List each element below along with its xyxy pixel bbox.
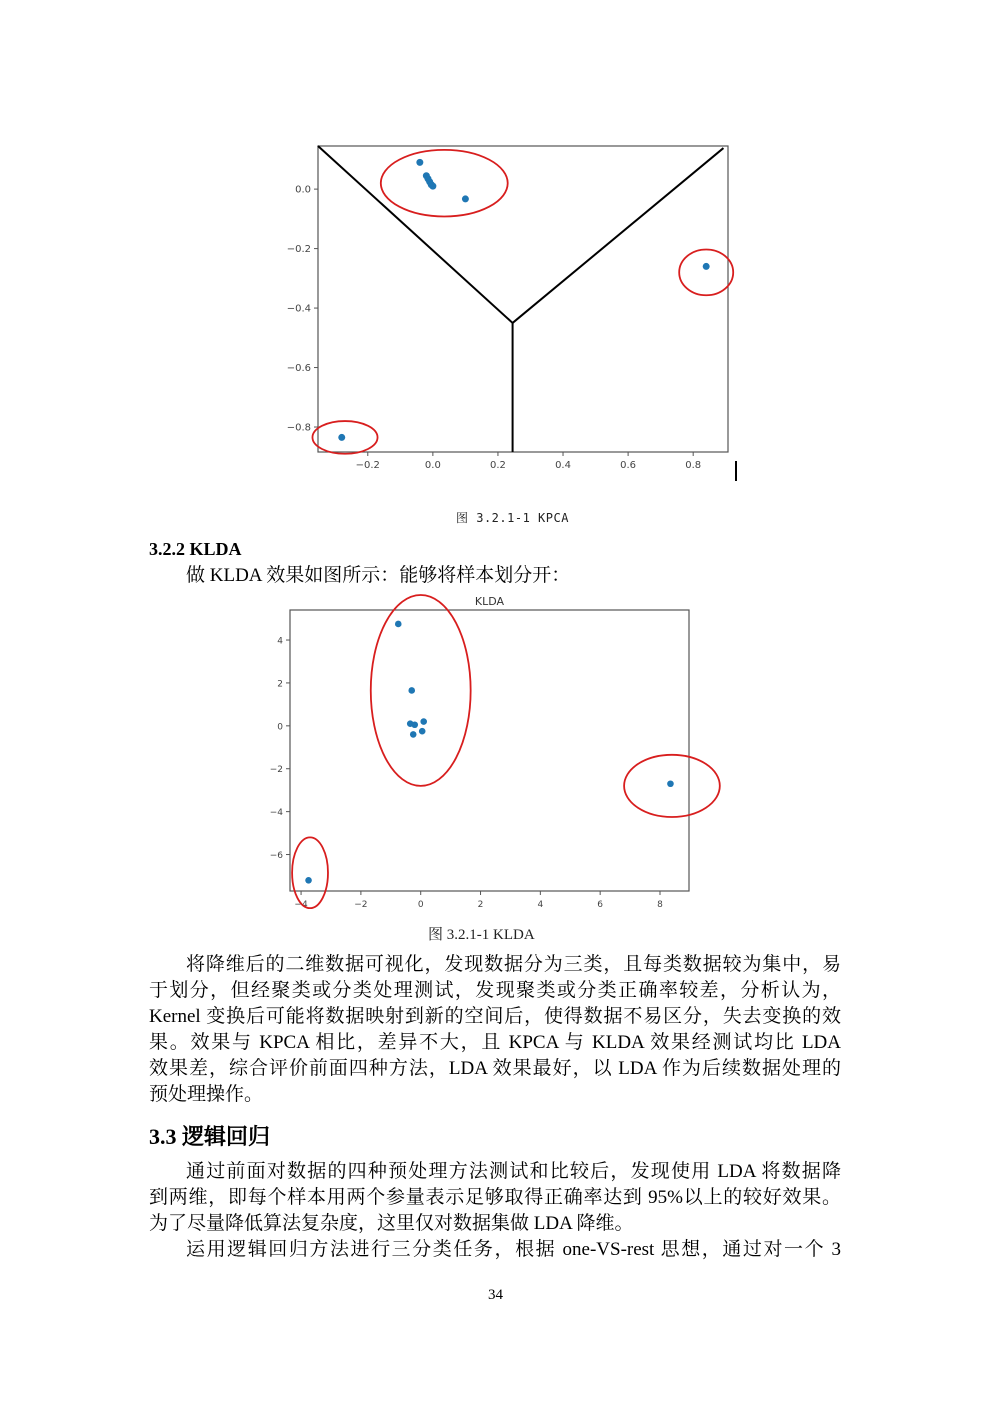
logistic-regression-paragraph-2 (149, 1237, 841, 1263)
data-point (411, 721, 418, 728)
x-tick-label: 6 (597, 900, 604, 910)
x-tick-label: 0.4 (555, 460, 571, 471)
data-point (420, 718, 427, 725)
klda-intro-text: 做 KLDA 效果如图所示：能够将样本划分开： (186, 565, 571, 586)
data-point (703, 263, 710, 270)
paragraph-line: 果。效果与 KPCA 相比，差异不大，且 KPCA 与 KLDA 效果经测试均比 LDA (149, 1032, 841, 1053)
data-point (408, 687, 415, 694)
kpca-figure-caption: 图 3.2.1-1 KPCA (456, 511, 569, 525)
cluster-highlight-ellipse (371, 595, 471, 786)
y-tick-label: −0.6 (286, 363, 311, 375)
paragraph-line: 到两维，即每个样本用两个参量表示足够取得正确率达到 95%以上的较好效果。 (149, 1187, 841, 1208)
x-tick-label: 0.8 (685, 460, 702, 471)
y-tick-label: 2 (277, 679, 283, 690)
decision-boundary-line (318, 146, 513, 323)
y-tick-label: 0 (277, 722, 283, 733)
x-tick-label: 0 (417, 900, 424, 910)
plot-frame (318, 146, 728, 452)
cluster-highlight-ellipse (381, 150, 508, 217)
x-tick-label: 4 (537, 900, 544, 910)
paragraph-line: 效果差，综合评价前面四种方法，LDA 效果最好，以 LDA 作为后续数据处理的 (149, 1058, 841, 1079)
paragraph-line: 运用逻辑回归方法进行三分类任务，根据 one-VS-rest 思想，通过对一个 3 (186, 1239, 841, 1260)
y-tick-label: 4 (277, 636, 283, 647)
page-number: 34 (488, 1287, 503, 1303)
data-point (305, 877, 312, 884)
plot-frame (290, 610, 689, 891)
x-tick-label: 0.0 (424, 460, 441, 471)
data-point (462, 195, 469, 202)
y-tick-label: −0.4 (286, 303, 311, 315)
paragraph-line: 通过前面对数据的四种预处理方法测试和比较后，发现使用 LDA 将数据降 (186, 1161, 841, 1182)
section-heading-3-2-2: 3.2.2 KLDA (149, 539, 242, 559)
y-tick-label: −6 (269, 851, 283, 862)
paragraph-line: 将降维后的二维数据可视化，发现数据分为三类，且每类数据较为集中，易 (186, 954, 841, 975)
paragraph-line: 于划分，但经聚类或分类处理测试，发现聚类或分类正确率较差，分析认为， (149, 980, 841, 1001)
data-point (410, 731, 417, 738)
data-point (395, 621, 402, 628)
kpca-scatter-plot (0, 0, 992, 500)
data-point (416, 159, 423, 166)
analysis-paragraph (149, 952, 841, 1108)
y-tick-label: −0.8 (286, 422, 311, 434)
logistic-regression-paragraph-1 (149, 1159, 841, 1237)
paragraph-line: 为了尽量降低算法复杂度，这里仅对数据集做 LDA 降维。 (149, 1213, 634, 1234)
klda-figure-caption: 图 3.2.1-1 KLDA (428, 927, 535, 943)
chart-title: KLDA (474, 595, 505, 608)
cluster-highlight-ellipse (679, 249, 733, 295)
y-tick-label: −2 (269, 765, 283, 776)
y-tick-label: 0.0 (295, 184, 311, 196)
x-tick-label: −0.2 (355, 460, 380, 471)
x-tick-label: 0.2 (489, 460, 506, 471)
klda-scatter-plot (0, 580, 992, 920)
paragraph-line: Kernel 变换后可能将数据映射到新的空间后，使得数据不易区分，失去变换的效 (149, 1006, 841, 1027)
data-point (338, 434, 345, 441)
paragraph-line: 预处理操作。 (149, 1084, 264, 1105)
x-tick-label: 0.6 (620, 460, 637, 471)
x-tick-label: 8 (657, 900, 663, 910)
y-tick-label: −0.2 (286, 244, 311, 256)
decision-boundary-line (513, 148, 724, 323)
x-tick-label: −4 (294, 900, 308, 910)
cluster-highlight-ellipse (292, 837, 328, 908)
data-point (429, 183, 436, 190)
x-tick-label: −2 (354, 900, 368, 910)
data-point (419, 728, 426, 735)
data-point (667, 780, 674, 787)
section-heading-3-3: 3.3 逻辑回归 (149, 1124, 271, 1149)
x-tick-label: 2 (477, 900, 484, 910)
y-tick-label: −4 (269, 808, 283, 819)
